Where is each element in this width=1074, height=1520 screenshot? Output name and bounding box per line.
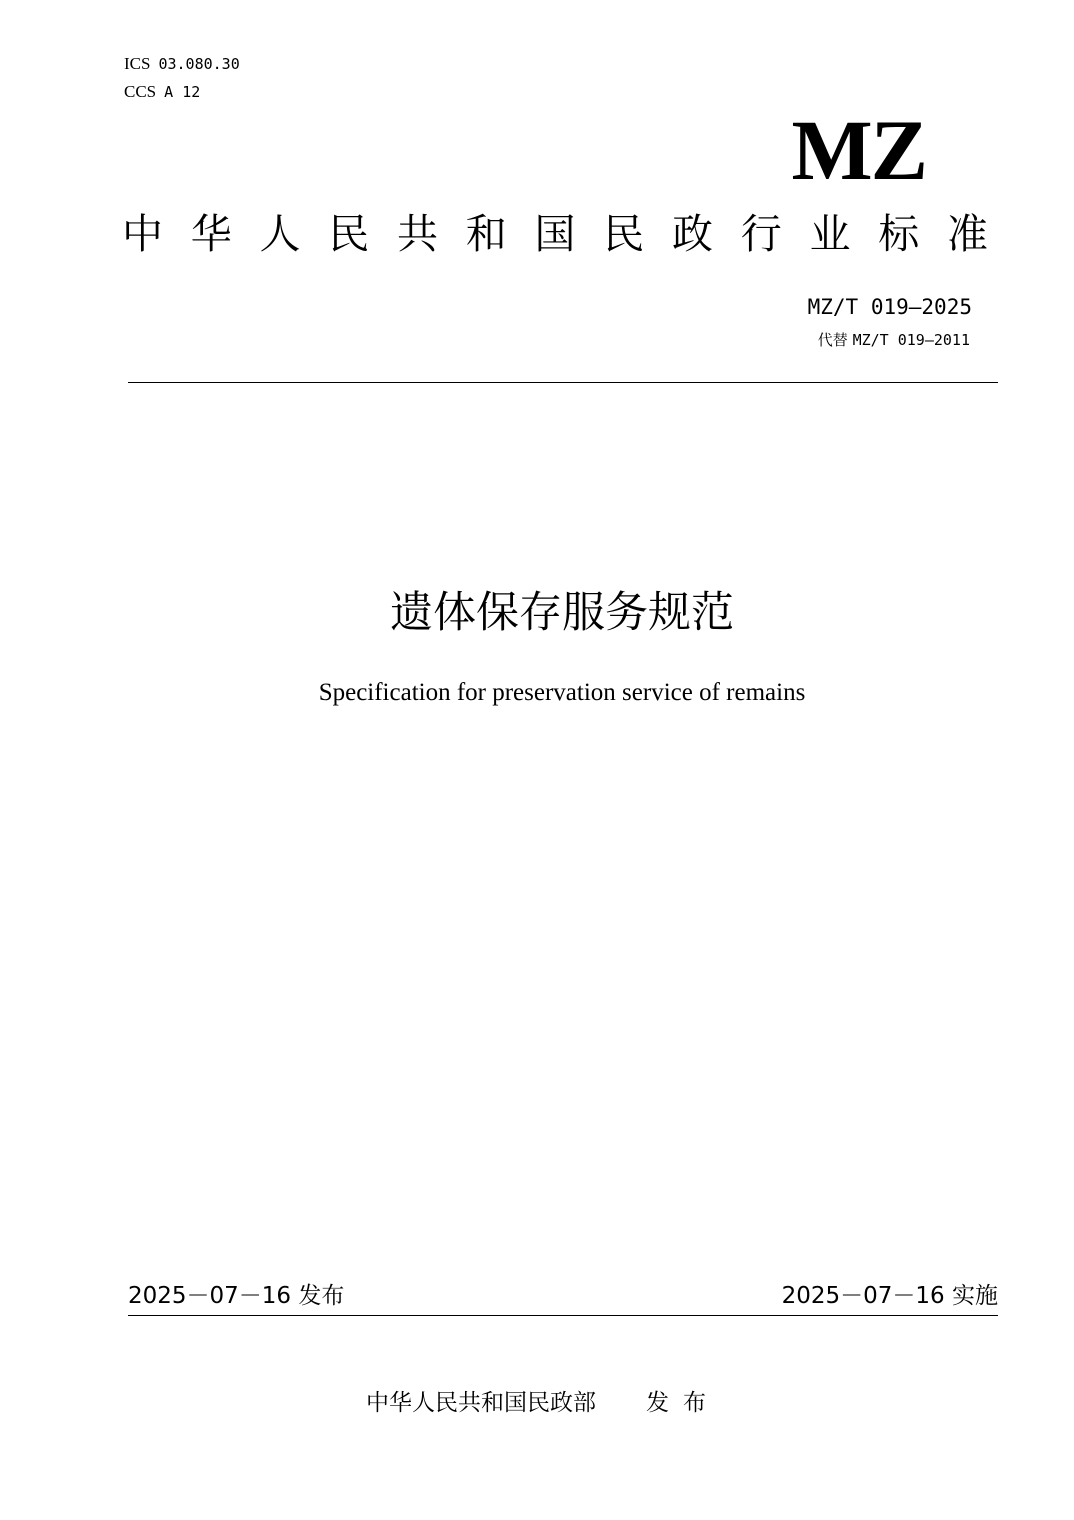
- replaced-standard-number: MZ/T 019—2011: [852, 331, 970, 349]
- standard-number: MZ/T 019—2025: [807, 295, 972, 319]
- header-divider: [128, 382, 998, 383]
- footer-divider: [128, 1315, 998, 1316]
- publisher: [366, 1386, 720, 1420]
- implementation-date: 2025－07－16 实施: [781, 1283, 998, 1309]
- publisher-action: 发布: [646, 1390, 720, 1416]
- ccs-label: CCS: [124, 82, 157, 101]
- mz-logo: MZ: [791, 102, 926, 198]
- publisher-name: 中华人民共和国民政部: [366, 1390, 596, 1416]
- document-title-english: Specification for preservation service of remains: [318, 679, 806, 706]
- category-char: 和: [465, 210, 507, 258]
- category-char: 人: [259, 210, 301, 258]
- ics-label: ICS: [124, 54, 151, 73]
- category-char: 国: [534, 210, 576, 258]
- replace-label: 代替: [817, 331, 848, 349]
- standard-category-title: [122, 208, 988, 260]
- ics-code: [124, 54, 240, 74]
- ccs-value: A 12: [164, 83, 201, 101]
- category-char: 共: [397, 210, 438, 258]
- category-char: 华: [190, 210, 232, 258]
- issue-date: 2025－07－16 发布: [128, 1283, 345, 1309]
- category-char: 中: [122, 210, 163, 258]
- category-char: 民: [603, 210, 645, 258]
- ics-value: 03.080.30: [158, 55, 240, 73]
- ccs-code: [124, 82, 200, 102]
- category-char: 行: [740, 210, 782, 258]
- document-title-chinese: 遗体保存服务规范: [390, 588, 734, 638]
- category-char: 政: [672, 210, 713, 258]
- replaced-standard: [818, 330, 970, 350]
- category-char: 业: [809, 210, 851, 258]
- category-char: 准: [947, 210, 988, 258]
- category-char: 民: [328, 210, 370, 258]
- category-char: 标: [878, 210, 920, 258]
